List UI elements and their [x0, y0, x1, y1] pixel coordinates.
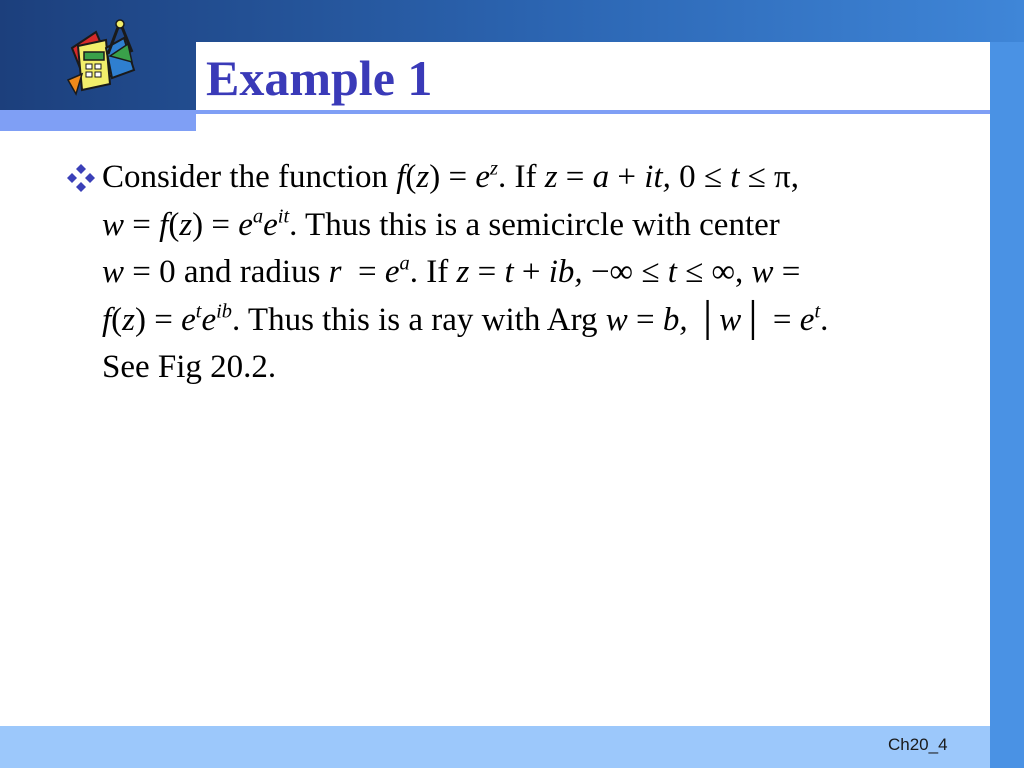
text-run: See Fig 20.2. — [102, 349, 277, 385]
text-run: = — [341, 254, 385, 290]
math-var: it, — [644, 159, 671, 195]
text-run: . Thus this is a semicircle with center — [289, 206, 780, 243]
drafting-tools-clipart-icon — [62, 18, 142, 100]
slide-number: Ch20_4 — [888, 735, 948, 754]
text-run: . — [820, 301, 829, 338]
title-underline — [196, 110, 1024, 114]
math-var: z — [122, 301, 136, 338]
text-run: . If — [497, 159, 545, 195]
math-var: t — [504, 254, 514, 290]
math-var: w — [719, 301, 742, 338]
math-var: e — [201, 301, 217, 338]
text-run: ( — [111, 301, 123, 338]
text-run: ( — [405, 159, 417, 195]
math-var: z — [456, 254, 470, 290]
math-var: z — [416, 159, 430, 195]
bullet-paragraph — [102, 154, 962, 392]
text-run: = — [469, 254, 505, 290]
math-var: e — [475, 159, 490, 195]
math-var: e — [263, 206, 278, 243]
math-var: f — [102, 301, 112, 338]
math-var: z — [179, 206, 193, 243]
header-accent-block — [0, 110, 196, 131]
math-var: w — [751, 254, 774, 290]
math-var: w — [102, 254, 125, 290]
math-exponent: a — [399, 252, 410, 275]
text-run: ) = — [135, 301, 182, 338]
body-line — [102, 154, 962, 202]
math-var: t — [667, 254, 677, 290]
math-var: f — [159, 206, 169, 243]
text-run: 0 ≤ — [670, 159, 731, 195]
text-run: ) = — [429, 159, 476, 195]
text-run: . Thus this is a ray with Arg — [232, 301, 606, 338]
text-run: ≤ π, — [739, 159, 799, 195]
math-var: w — [605, 301, 628, 338]
text-run: = 0 and radius — [124, 254, 329, 290]
body-line — [102, 344, 962, 392]
body-line — [102, 249, 962, 297]
math-exponent: z — [489, 157, 498, 180]
text-run: = — [773, 254, 801, 290]
slide-title: Example 1 — [206, 50, 433, 106]
math-var: w — [102, 206, 125, 243]
text-run: . If — [409, 254, 457, 290]
math-exponent: t — [195, 299, 202, 322]
text-run: Consider the function — [102, 159, 397, 195]
body-line — [102, 297, 962, 345]
math-var: e — [181, 301, 196, 338]
math-var: e — [238, 206, 253, 243]
math-var: r — [328, 254, 342, 290]
text-run: = — [557, 159, 593, 195]
math-exponent: a — [252, 204, 264, 227]
text-run: ( — [168, 206, 180, 243]
math-var: e — [799, 301, 815, 338]
math-exponent: t — [814, 299, 821, 322]
math-var: z — [544, 159, 558, 195]
footer-band — [0, 726, 990, 768]
math-var: ib, — [548, 254, 583, 290]
math-var: f — [396, 159, 406, 195]
math-var: a — [592, 159, 610, 195]
text-run: = — [124, 206, 160, 243]
text-run: │ — [687, 301, 720, 338]
four-diamond-bullet-icon — [66, 163, 96, 193]
text-run: ≤ ∞, — [676, 254, 752, 290]
text-run: = — [627, 301, 663, 338]
body-line — [102, 202, 962, 250]
math-exponent: it — [277, 204, 290, 227]
math-var: b, — [662, 301, 688, 338]
right-side-bar — [990, 42, 1024, 768]
math-var: e — [384, 254, 400, 290]
text-run: + — [513, 254, 549, 290]
text-run: │ = — [741, 301, 800, 338]
math-exponent: ib — [216, 299, 233, 322]
text-run: ) = — [192, 206, 239, 243]
math-var: t — [730, 159, 740, 195]
text-run: + — [609, 159, 645, 195]
text-run: −∞ ≤ — [582, 254, 668, 290]
